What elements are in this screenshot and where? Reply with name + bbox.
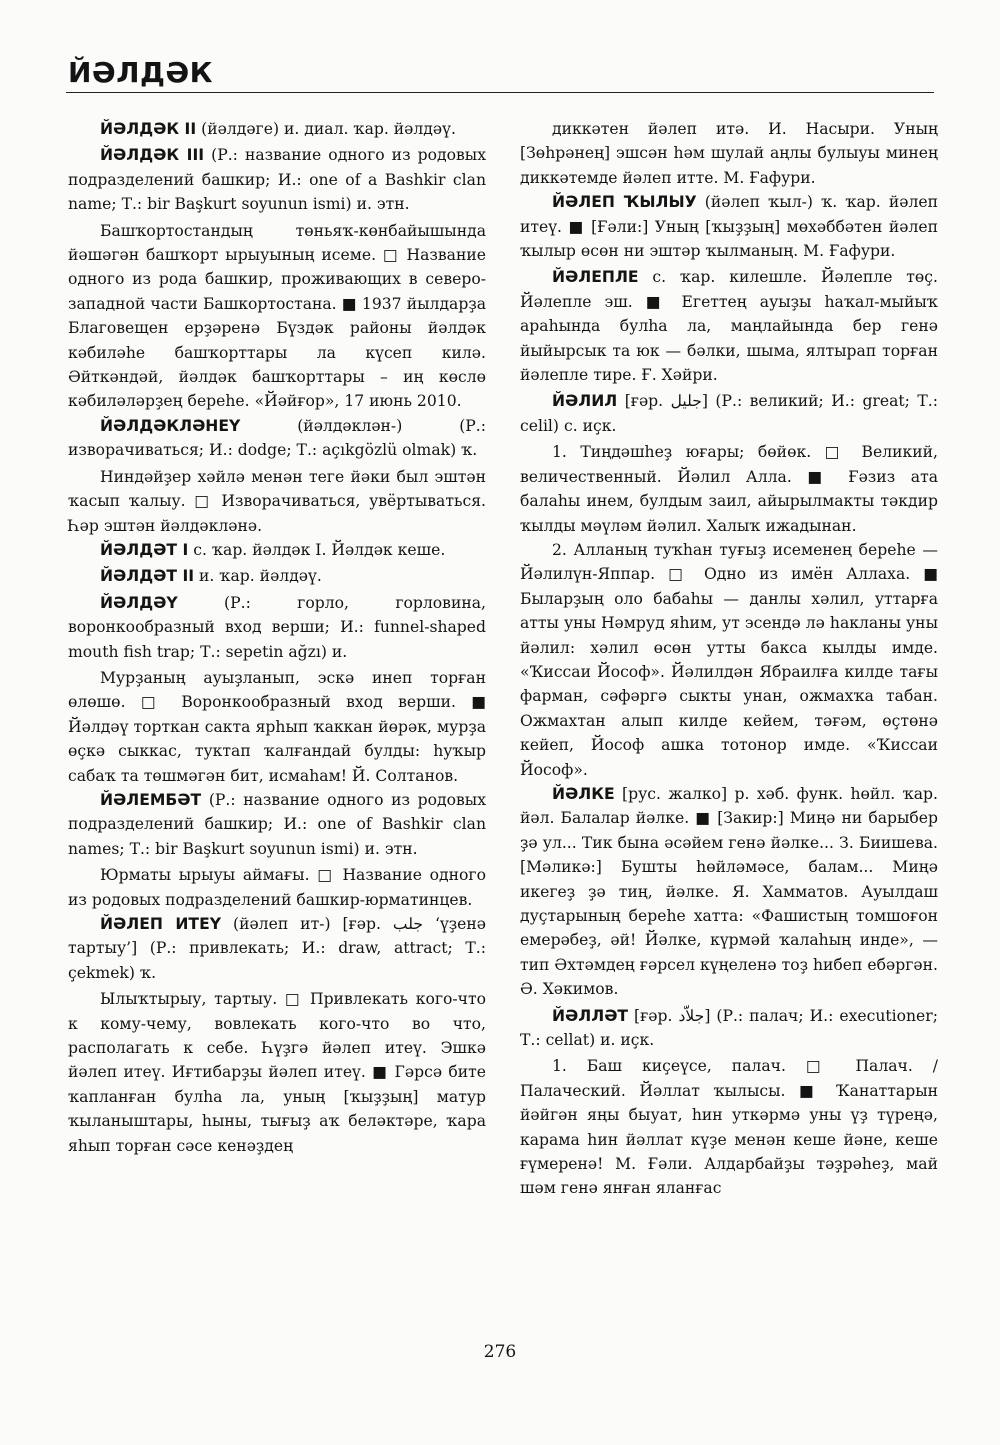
left-column	[68, 117, 486, 1158]
running-head: ЙӘЛДӘК	[68, 56, 214, 89]
entry-headword: ЙӘЛЕП ИТЕҮ	[100, 915, 222, 933]
dictionary-entry	[68, 564, 486, 588]
dictionary-entry	[520, 389, 938, 438]
entry-headword: ЙӘЛДӘТ I	[100, 540, 189, 559]
dictionary-entry	[520, 265, 938, 387]
dictionary-entry	[520, 440, 938, 538]
entry-headword: ЙӘЛДӘК II	[100, 120, 197, 138]
entry-text: Ылыҡтырыу, тартыу. □ Привлекать кого-что к кому-чему, вовлекать кого-что во что, располагать к себе. Һүҙгә йәлеп итеү. Эшкә йәлеп итеү. Иғтибарҙы йәлеп итеү. ■ Гәрсә бите ҡапланған булһа ла, уның [ҡыҙҙың] матур ҡыланыштары, һыны, тығыҙ аҡ беләктәре, ҡара яһып торған сәсе кенәҙдең	[68, 990, 486, 1155]
dictionary-entry	[68, 987, 486, 1158]
entry-text: (Р.: горло, горловина, воронкообразный вход верши; И.: funnel-shaped mouth fish trap; Т.: sepetin ağzı) и.	[68, 593, 486, 661]
entry-text: (Р.: название одного из родовых подразделений башкир; И.: one of a Bashkir clan name; Т.: bir Başkurt soyunun ismi) и. этн.	[68, 146, 486, 214]
entry-headword: ЙӘЛДӘҮ	[100, 593, 178, 612]
entry-headword: ЙӘЛИЛ	[552, 392, 618, 411]
dictionary-entry	[520, 1054, 938, 1200]
dictionary-entry	[520, 190, 938, 263]
entry-headword: ЙӘЛДӘК III	[100, 146, 205, 165]
dictionary-entry	[68, 465, 486, 538]
entry-headword: ЙӘЛЕП ҠЫЛЫУ	[552, 193, 697, 212]
page-number: 276	[483, 1342, 517, 1362]
entry-headword: ЙӘЛЕПЛЕ	[552, 268, 639, 287]
entry-text: [ғәр. جليل] (Р.: великий; И.: great; Т.: celil) с. иҫк.	[520, 392, 938, 435]
dictionary-entry	[68, 538, 486, 562]
dictionary-entry	[68, 912, 486, 985]
entry-text: (йәлеп ит-) [ғәр. جلب ‘үҙенә тартыу’] (Р.: привлекать; И.: draw, attract; Т.: çekmek) ҡ.	[68, 915, 486, 982]
entry-text: 1. Тиңдәшһеҙ юғары; бөйөк. □ Великий, величественный. Йәлил Алла. ■ Ғәзиз ата балаһы инем, булдым заил, айырылмакты тәкдир ҡылды мәүләм йәлил. Халыҡ ижадынан.	[520, 443, 938, 535]
entry-text: Юрматы ырыуы аймағы. □ Название одного из родовых подразделений башкир-юрматинцев.	[68, 866, 486, 909]
dictionary-entry	[520, 117, 938, 190]
entry-text: (йәлеп ҡыл-) ҡ. ҡар. йәлеп итеү. ■ [Ғәли:] Уның [ҡыҙҙың] мөхәббәтен йәлеп ҡылыр өсөн ни эштәр ҡылманың. М. Ғафури.	[520, 193, 938, 261]
dictionary-entry	[68, 788, 486, 861]
dictionary-entry	[520, 782, 938, 1002]
header-rule	[66, 92, 934, 93]
entry-headword: ЙӘЛКЕ	[552, 784, 615, 803]
dictionary-entry	[520, 1004, 938, 1053]
entry-text: Мурҙаның ауыҙланып, эскә инеп торған өлөшө. □ Воронкообразный вход верши. ■ Йәлдәү торткан сакта ярһып ҡаккан йөрәк, мурҙа өҫкә сыккас, туктап ҡалғандай булды: һуҡыр сабаҡ та төшмәгән бит, исмаһам! Й. Солтанов.	[68, 668, 486, 785]
dictionary-entry	[68, 591, 486, 664]
entry-text: (йәлдәге) и. диал. ҡар. йәлдәү.	[196, 120, 456, 138]
entry-text: с. ҡар. килешле. Йәлепле төҫ. Йәлепле эш. ■ Егеттең ауыҙы һаҡал-мыйыҡ араһында булһа ла, маңлайында бер генә йыйырсык та юк — бәлки, шыма, ялтырап торған йәлепле тире. Ғ. Хәйри.	[520, 268, 938, 385]
entry-text: (йәлдәклән-) (Р.: изворачиваться; И.: dodge; Т.: açıkgözlü olmak) ҡ.	[68, 416, 486, 460]
dictionary-entry	[68, 117, 486, 141]
dictionary-entry	[68, 863, 486, 912]
entry-text: и. ҡар. йәлдәү.	[194, 567, 322, 586]
right-column	[520, 117, 938, 1201]
entry-text: 2. Алланың туҡһан туғыҙ исеменең береһе — Йәлилүн-Яппар. □ Одно из имён Аллаха. ■ Быларҙың оло бабаһы — данлы хәлил, уттарға атты уны Нәмруд яһим, ут эсендә лә һакланы уны йәлил: хәлил өсөн утты бакса кылды имде. «Ҡиссаи Йософ». Йәлилдән Ябраилға килде тағы фарман, сәфәргә сыкты унан, ожмахҡа табан. Ожмахтан алып килде кейем, тәғәм, өҫтөнә кейеп, Йософ ашка тотонор имде. «Ҡиссаи Йософ».	[520, 540, 938, 779]
entry-text: Ниндәйҙер хәйлә менән теге йәки был эштән ҡасып ҡалыу. □ Изворачиваться, увёртываться. Һәр эштән йәлдәкләнә.	[68, 467, 486, 535]
entry-text: диккәтен йәлеп итә. И. Насыри. Уның [Зөһрәнең] эшсән һәм шулай аңлы булыуы минең диккәтемде йәлеп итте. М. Ғафури.	[520, 120, 938, 187]
dictionary-entry	[68, 414, 486, 463]
entry-text: [ғәр. جلاّد] (Р.: палач; И.: executioner; Т.: cellat) и. иҫк.	[520, 1006, 938, 1050]
entry-headword: ЙӘЛЕМБӘТ	[100, 790, 202, 809]
dictionary-entry	[68, 143, 486, 216]
entry-headword: ЙӘЛЛӘТ	[552, 1006, 629, 1025]
entry-text: с. ҡар. йәлдәк I. Йәлдәк кеше.	[188, 540, 446, 559]
dictionary-entry	[68, 219, 486, 414]
entry-text: [рус. жалко] р. хәб. функ. һөйл. ҡар. йәл. Балалар йәлке. ■ [Закир:] Миңә ни барыбер ҙә ул... Тик бына әсәйем генә йәлке... З. Биишева. [Мәликә:] Бушты һөйләмәсе, балам... Миңә икегеҙ ҙә тиң, йәлке. Я. Хамматов. Ауылдаш дуҫтарының береһе хатта: «Фашистың томшоғон емерәбеҙ, әй! Йәлке, күрмәй ҡалаһың инде», — тип Әхтәмдең ғәрсел күңеленә тоҙ һибеп ебәргән. Ә. Хәкимов.	[520, 784, 938, 999]
dictionary-entry	[68, 666, 486, 788]
entry-text: (Р.: название одного из родовых подразделений башкир; И.: one of Bashkir clan names; Т.: bir Başkurt soyunun ismi) и. этн.	[68, 790, 486, 858]
entry-headword: ЙӘЛДӘТ II	[100, 567, 195, 586]
dictionary-entry	[520, 538, 938, 782]
entry-text: 1. Баш киҫеүсе, палач. □ Палач. / Палаческий. Йәллат ҡылысы. ■ Ҡанаттарын йәйгән яңы быуат, һин уткәрмә уны үҙ түреңә, карама һин йәллат күҙе менән кеше йәне, кеше ғүмеренә! М. Ғәли. Алдарбайҙы тәҙрәһеҙ, май шәм генә янған яланғас	[520, 1057, 938, 1198]
entry-headword: ЙӘЛДӘКЛӘНЕҮ	[100, 416, 241, 435]
entry-text: Башҡортостандың төньяҡ-көнбайышында йәшәгән башҡорт ырыуының исеме. □ Название одного из рода башкир, проживающих в северо-западной части Башкортостана. ■ 1937 йылдарҙа Благовещен ерҙәренә Бүздәк районы йәлдәк кәбиләһе башҡорттары ла күсеп килә. Әйткәндәй, йәлдәк башҡорттары – иң көслө кәбиләләрҙең береһе. «Йәйғор», 17 июнь 2010.	[68, 221, 486, 411]
